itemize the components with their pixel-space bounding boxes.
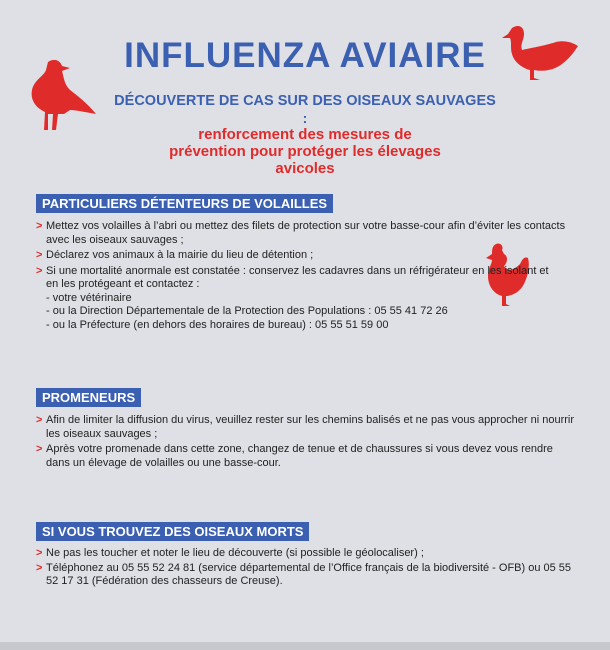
chevron-right-icon: > [36,443,43,455]
page-subtitle: DÉCOUVERTE DE CAS SUR DES OISEAUX SAUVAGES [114,93,496,109]
section-heading-dead-birds: SI VOUS TROUVEZ DES OISEAUX MORTS [36,522,309,541]
contact-item: - votre vétérinaire [46,291,132,304]
dead-birds-list [36,547,576,589]
chevron-right-icon: > [36,220,43,232]
list-item [36,562,576,589]
bottom-divider [0,642,610,650]
walkers-list [36,414,576,470]
list-item [36,547,576,561]
list-item [36,443,576,470]
chevron-right-icon: > [36,249,43,261]
list-item-text: Après votre promenade dans cette zone, changez de tenue et de chaussures si vous devez vous rendre dans un élevage de volailles ou une basse-cour. [46,443,553,469]
subtitle-colon: : [302,110,308,126]
chevron-right-icon: > [36,547,43,559]
contact-item: - ou la Direction Départementale de la Protection des Populations : 05 55 41 72 26 [46,305,448,317]
list-item [36,414,576,441]
prevention-line: avicoles [275,160,335,177]
list-item-text: Déclarez vos animaux à la mairie du lieu de détention ; [46,249,314,261]
page-title: INFLUENZA AVIAIRE [124,36,486,75]
chevron-right-icon: > [36,264,43,277]
section-heading-owners: PARTICULIERS DÉTENTEURS DE VOLAILLES [36,194,333,213]
list-item-text: Téléphonez au 05 55 52 24 81 (service départemental de l’Office français de la biodiversité - OFB) ou 05 55 52 17 31 (Fédération des chasseurs de Creuse). [46,561,572,587]
list-item [36,220,576,247]
chevron-right-icon: > [36,561,43,574]
list-item-text: Afin de limiter la diffusion du virus, veuillez rester sur les chemins balisés et ne pas vous approcher ni nourrir les oiseaux sauvages ; [46,414,575,440]
list-item-text: Si une mortalité anormale est constatée : conservez les cadavres dans un réfrigérateur en les isolant et en les protégeant et contactez : [46,264,549,290]
prevention-subtitle [0,126,610,177]
owners-list [36,220,576,332]
chevron-right-icon: > [36,414,43,426]
list-item [36,265,561,292]
list-item-text: Mettez vos volailles à l’abri ou mettez des filets de protection sur votre basse-cour afin d’éviter les contacts avec les oiseaux sauvages ; [46,220,566,246]
list-item [36,249,576,263]
list-item-text: Ne pas les toucher et noter le lieu de découverte (si possible le géolocaliser) ; [46,547,424,559]
prevention-line: prévention pour protéger les élevages [169,143,441,160]
section-heading-walkers: PROMENEURS [36,388,141,407]
prevention-line: renforcement des mesures de [198,126,412,143]
contact-item: - ou la Préfecture (en dehors des horaires de bureau) : 05 55 51 59 00 [46,318,389,331]
